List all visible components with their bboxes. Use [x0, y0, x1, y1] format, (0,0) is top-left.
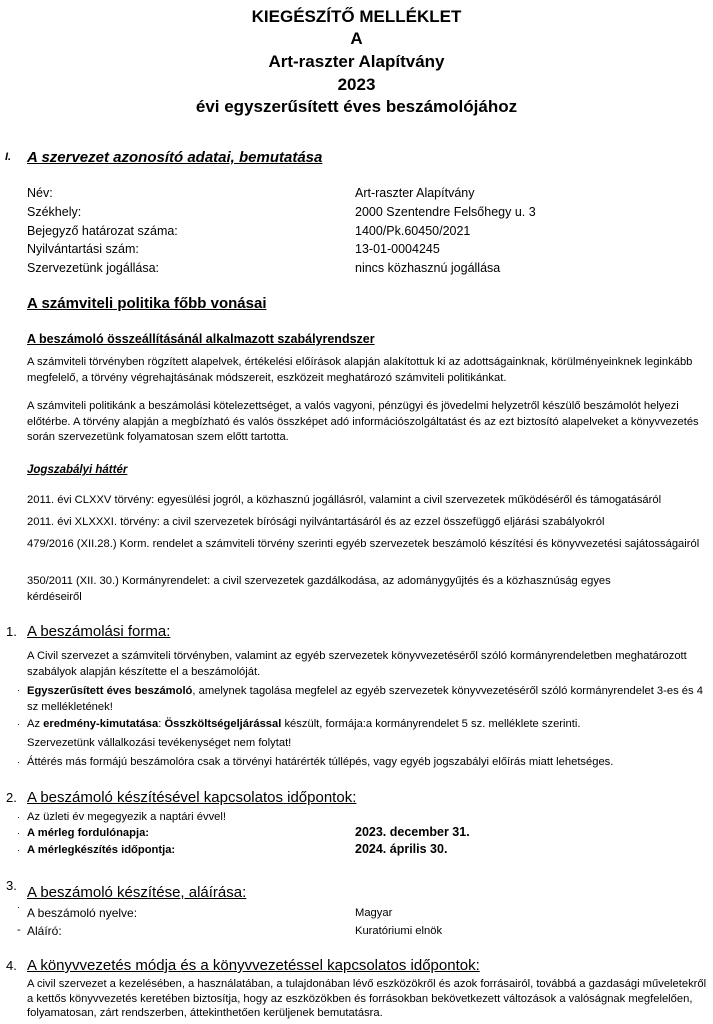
field-label-registration: Bejegyző határozat száma:: [27, 224, 178, 238]
preparation-date-label: A mérlegkészítés időpontja:: [27, 844, 176, 856]
field-value-name: Art-raszter Alapítvány: [355, 186, 475, 200]
section-4-paragraph: A civil szervezet a kezelésében, a használatában, a tulajdonában lévő eszközökről és azok forrásairól, továbbá a gazdasági műveletekről a kettős könyvvezetés keretében biztosítja, hogy az eszközökben és forrásokban bekövetkezett változások a valóságnak megfelelően, folyamatosan, zárt rendszerben, áttekinthetően kerüljenek bemutatásra.: [27, 978, 707, 1019]
section-4-heading: A könyvvezetés módja és a könyvvezetéssel kapcsolatos időpontok:: [27, 957, 480, 974]
legal-background-heading: Jogszabályi háttér: [27, 464, 128, 476]
doc-title-line1: KIEGÉSZÍTŐ MELLÉKLET: [251, 7, 462, 26]
legal-item-4: 350/2011 (XII. 30.) Kormányrendelet: a civil szervezetek gazdálkodása, az adománygyűjtés és a közhasznúság egyes kérdéseiről: [27, 575, 611, 603]
field-value-seat: 2000 Szentendre Felsőhegy u. 3: [355, 205, 536, 219]
section-4-number: 4.: [6, 958, 17, 973]
policy-paragraph-2: A számviteli politikánk a beszámolási kötelezettséget, a valós vagyoni, pénzügyi és jövedelmi helyzetről készülő beszámolót helyezi előtérbe. A törvény alapján a megbízható és valós összképet adó információszolgáltatást és az ezt biztosító alapelveket a könyvvezetés során szervezetünk folyamatosan szem előtt tartotta.: [27, 400, 699, 443]
section-3-number: 3.: [6, 878, 17, 893]
bullet-icon: ·: [17, 685, 20, 695]
bullet-icon: ·: [17, 902, 20, 912]
balance-date-value: 2023. december 31.: [355, 825, 470, 839]
field-value-record-number: 13-01-0004245: [355, 242, 440, 256]
field-value-registration: 1400/Pk.60450/2021: [355, 224, 471, 238]
doc-title-org: Art-raszter Alapítvány: [268, 52, 445, 71]
field-label-record-number: Nyilvántartási szám:: [27, 242, 139, 256]
section-2-number: 2.: [6, 790, 17, 805]
section-2-heading: A beszámoló készítésével kapcsolatos időpontok:: [27, 789, 357, 806]
field-value-legal-status: nincs közhasznú jogállása: [355, 261, 501, 275]
section-3-heading: A beszámoló készítése, aláírása:: [27, 884, 247, 901]
doc-title-line2: A: [350, 29, 363, 48]
bullet-icon: ·: [17, 812, 20, 822]
policy-heading: A számviteli politika főbb vonásai: [27, 295, 267, 312]
bullet-icon: ·: [17, 757, 20, 767]
legal-item-3: 479/2016 (XII.28.) Korm. rendelet a számviteli törvény szerinti egyéb szervezetek beszámoló készítési és könyvvezetési sajátosságairól: [27, 538, 700, 550]
signatory-label: Aláíró:: [27, 924, 62, 938]
bullet-icon: ·: [17, 719, 20, 729]
signatory-value: Kuratóriumi elnök: [355, 925, 443, 937]
section-identification-heading: A szervezet azonosító adatai, bemutatása: [27, 149, 323, 166]
preparation-date-value: 2024. április 30.: [355, 842, 448, 856]
section-roman-numeral: I.: [5, 151, 12, 163]
section-1-number: 1.: [6, 624, 17, 639]
doc-title-subtitle: évi egyszerűsített éves beszámolójához: [195, 97, 518, 116]
section-1-heading: A beszámolási forma:: [27, 623, 171, 640]
policy-paragraph-1: A számviteli törvényben rögzített alapelvek, értékelési előírások alapján alakítottuk ki az adottságainknak, körülményeinknek leginkább megfelelő, a törvény végrehajtásának módszereit, eszközeit meghatározó számviteli politikánkat.: [27, 356, 693, 384]
language-value: Magyar: [355, 907, 393, 919]
section-1-intro: A Civil szervezet a számviteli törvényben, valamint az egyéb szervezetek könyvvezetéséről szóló kormányrendeletben meghatározott szabályok alapján készítette el a beszámolóját.: [27, 650, 687, 678]
section-1-bullet-1: Egyszerűsített éves beszámoló, amelynek tagolása megfelel az egyéb szervezetek könyvvezetéséről szóló kormányrendelet 3-es és 4 sz mellékletének!: [27, 685, 703, 713]
bullet-icon: ·: [17, 845, 20, 855]
section-1-line-3: Szervezetünk vállalkozási tevékenységet nem folytat!: [27, 737, 292, 749]
legal-item-2: 2011. évi XLXXXI. törvény: a civil szervezetek bírósági nyilvántartásáról és az ezzel összefüggő eljárási szabályokról: [27, 516, 605, 528]
field-label-seat: Székhely:: [27, 205, 82, 219]
policy-subheading: A beszámoló összeállításánál alkalmazott szabályrendszer: [27, 332, 375, 346]
section-1-bullet-4: Áttérés más formájú beszámolóra csak a törvényi határérték túllépés, vagy egyéb jogszabályi előírás miatt lehetséges.: [27, 756, 614, 768]
section-2-line-1: Az üzleti év megegyezik a naptári évvel!: [27, 811, 226, 823]
dash-icon: -: [17, 924, 21, 936]
bullet-icon: ·: [17, 828, 20, 838]
field-label-name: Név:: [27, 186, 53, 200]
doc-title-year: 2023: [337, 75, 376, 94]
balance-date-label: A mérleg fordulónapja:: [27, 827, 150, 839]
language-label: A beszámoló nyelve:: [27, 906, 138, 920]
legal-item-1: 2011. évi CLXXV törvény: egyesülési jogról, a közhasznú jogállásról, valamint a civil szervezetek működéséről és támogatásáról: [27, 494, 662, 506]
field-label-legal-status: Szervezetünk jogállása:: [27, 261, 160, 275]
section-1-bullet-2: Az eredmény-kimutatása: Összköltségeljárással készült, formája:a kormányrendelet 5 sz. melléklete szerinti.: [27, 718, 581, 730]
